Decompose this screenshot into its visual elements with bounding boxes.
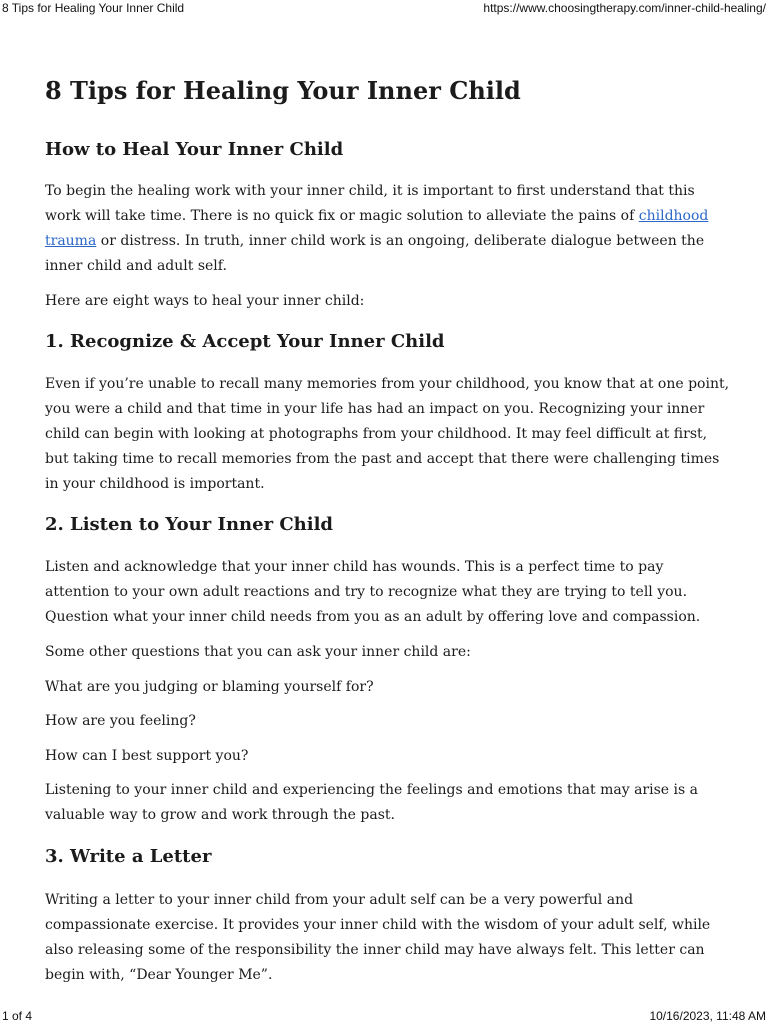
question-2: How are you feeling? xyxy=(45,713,196,729)
tip2-heading: 2. Listen to Your Inner Child xyxy=(45,514,333,535)
print-header xyxy=(0,1,768,17)
lead-in-paragraph: Here are eight ways to heal your inner child: xyxy=(45,293,365,309)
intro-text-before: To begin the healing work with your inner child, it is important to first understand that this work will take time. There is no quick fix or magic solution to alleviate the pains of xyxy=(45,183,695,224)
tip2-paragraph: Listen and acknowledge that your inner child has wounds. This is a perfect time to pay attention to your own adult reactions and try to recognize what they are trying to tell you. Question what your inner child needs from you as an adult by offering love and compassion. xyxy=(45,559,701,625)
tip2-closing-paragraph: Listening to your inner child and experiencing the feelings and emotions that may arise is a valuable way to grow and work through the past. xyxy=(45,782,698,823)
section-heading: How to Heal Your Inner Child xyxy=(45,139,344,160)
tip1-heading: 1. Recognize & Accept Your Inner Child xyxy=(45,331,445,352)
question-1: What are you judging or blaming yourself for? xyxy=(45,679,374,695)
page-counter: 1 of 4 xyxy=(2,1009,33,1023)
tip3-heading: 3. Write a Letter xyxy=(45,846,212,867)
question-3: How can I best support you? xyxy=(45,748,249,764)
print-footer xyxy=(0,1009,768,1025)
intro-paragraph xyxy=(45,179,730,279)
intro-text-after: or distress. In truth, inner child work is an ongoing, deliberate dialogue between the inner child and adult self. xyxy=(45,233,705,274)
print-header-url: https://www.choosingtherapy.com/inner-child-healing/ xyxy=(483,1,766,15)
article-title: 8 Tips for Healing Your Inner Child xyxy=(45,76,521,105)
questions-intro: Some other questions that you can ask your inner child are: xyxy=(45,644,471,660)
tip3-paragraph: Writing a letter to your inner child from your adult self can be a very powerful and compassionate exercise. It provides your inner child with the wisdom of your adult self, while also releasing some of the responsibility the inner child may have always felt. This letter can begin with, “Dear Younger Me”. xyxy=(45,892,711,983)
tip1-paragraph: Even if you’re unable to recall many memories from your childhood, you know that at one point, you were a child and that time in your life has had an impact on you. Recognizing your inner child can begin with looking at photographs from your childhood. It may feel difficult at first, but taking time to recall memories from the past and accept that there were challenging times in your childhood is important. xyxy=(45,376,730,492)
print-datetime: 10/16/2023, 11:48 AM xyxy=(649,1009,766,1023)
childhood-trauma-link[interactable]: childhood trauma xyxy=(45,208,709,249)
print-header-title: 8 Tips for Healing Your Inner Child xyxy=(2,1,185,15)
